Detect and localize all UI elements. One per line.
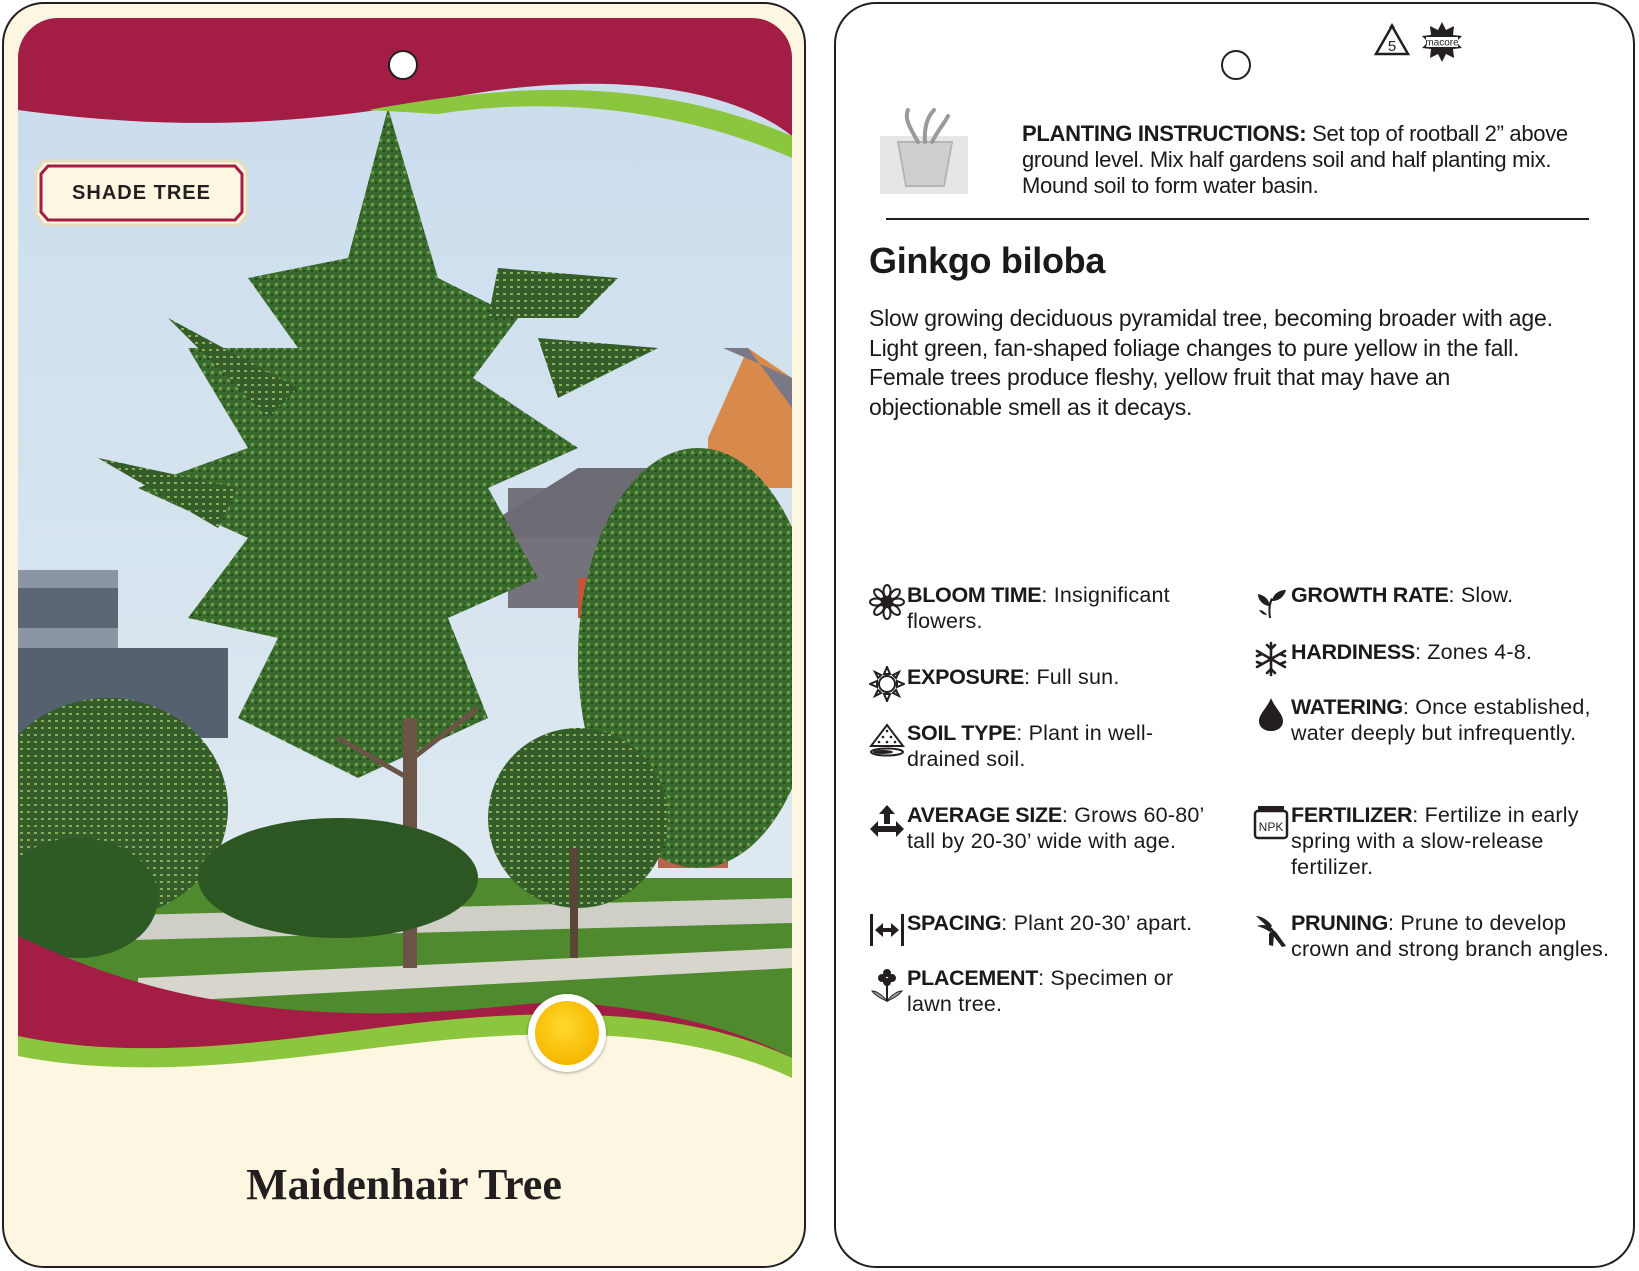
attr-value: : Slow.: [1448, 583, 1514, 607]
planting-instructions: [880, 106, 1590, 216]
plant-tag-back: [834, 2, 1635, 1268]
spacing-arrows-icon: [869, 912, 905, 948]
potted-plant-icon: [880, 106, 968, 198]
hang-hole: [388, 50, 418, 80]
water-drop-icon: [1253, 696, 1289, 732]
attr-label: BLOOM TIME: [907, 583, 1042, 607]
snowflake-icon: [1253, 641, 1289, 677]
attr-growth-rate: [1291, 582, 1611, 608]
placement-icon: [869, 967, 905, 1003]
pruners-icon: [1253, 912, 1289, 948]
attr-label: SOIL TYPE: [907, 721, 1017, 745]
botanical-name: Ginkgo biloba: [869, 240, 1106, 281]
macore-logo-icon: [1422, 22, 1462, 62]
category-badge: [34, 157, 249, 229]
attr-label: WATERING: [1291, 695, 1403, 719]
planting-body: Set top of rootball 2” above ground level. Mix half gardens soil and half planting mix. Mound soil to form water basin.: [1022, 121, 1568, 198]
attr-placement: [907, 965, 1207, 1017]
attr-label: PLACEMENT: [907, 966, 1039, 990]
attr-value: : Fertilize in early spring with a slow-release fertilizer.: [1291, 803, 1579, 879]
attr-fertilizer: [1291, 802, 1611, 880]
soil-icon: [869, 722, 905, 758]
attr-label: EXPOSURE: [907, 665, 1025, 689]
full-sun-dot: [528, 994, 606, 1072]
planting-label: PLANTING INSTRUCTIONS:: [1022, 121, 1307, 146]
planting-text: [1022, 121, 1622, 199]
plant-description: Slow growing deciduous pyramidal tree, becoming broader with age. Light green, fan-shaped foliage changes to pure yellow in the fall. Female trees produce fleshy, yellow fruit that may have an objectionable smell as it decays.: [869, 305, 1553, 420]
attr-value: : Prune to develop crown and strong branch angles.: [1291, 911, 1610, 961]
sprout-icon: [1253, 584, 1289, 620]
attr-value: : Grows 60-80’ tall by 20-30’ wide with age.: [907, 803, 1204, 853]
attr-value: : Plant 20-30’ apart.: [1001, 911, 1193, 935]
attr-hardiness: [1291, 639, 1611, 665]
divider: [886, 218, 1589, 220]
attr-value: : Insignificant flowers.: [907, 583, 1170, 633]
plant-tag-front: [2, 2, 806, 1268]
attr-value: : Plant in well-drained soil.: [907, 721, 1154, 771]
category-label: SHADE TREE: [72, 181, 211, 204]
attr-label: PRUNING: [1291, 911, 1389, 935]
brand-label: macore: [1425, 37, 1459, 49]
hang-hole: [1221, 50, 1251, 80]
attr-value: : Once established, water deeply but infrequently.: [1291, 695, 1591, 745]
recycle-code: 5: [1387, 38, 1397, 55]
attr-value: : Zones 4-8.: [1414, 640, 1533, 664]
attr-pruning: [1291, 910, 1611, 962]
attr-soil-type: [907, 720, 1207, 772]
logos: [1372, 20, 1472, 70]
flower-icon: [869, 584, 905, 620]
npk-label: NPK: [1258, 820, 1284, 834]
attr-exposure: [907, 664, 1207, 690]
sun-icon: [869, 666, 905, 702]
common-name: Maidenhair Tree: [246, 1160, 562, 1209]
attr-bloom-time: [907, 582, 1207, 634]
attr-watering: [1291, 694, 1611, 746]
attr-label: HARDINESS: [1291, 640, 1415, 664]
attr-spacing: [907, 910, 1227, 936]
attr-label: AVERAGE SIZE: [907, 803, 1062, 827]
attr-value: : Full sun.: [1024, 665, 1120, 689]
size-arrows-icon: [869, 804, 905, 840]
attr-label: SPACING: [907, 911, 1002, 935]
attr-average-size: [907, 802, 1227, 854]
recycle-icon: [1376, 23, 1408, 55]
attr-value: : Specimen or lawn tree.: [907, 966, 1174, 1016]
attr-label: FERTILIZER: [1291, 803, 1413, 827]
npk-icon: [1253, 804, 1289, 840]
attr-label: GROWTH RATE: [1291, 583, 1449, 607]
